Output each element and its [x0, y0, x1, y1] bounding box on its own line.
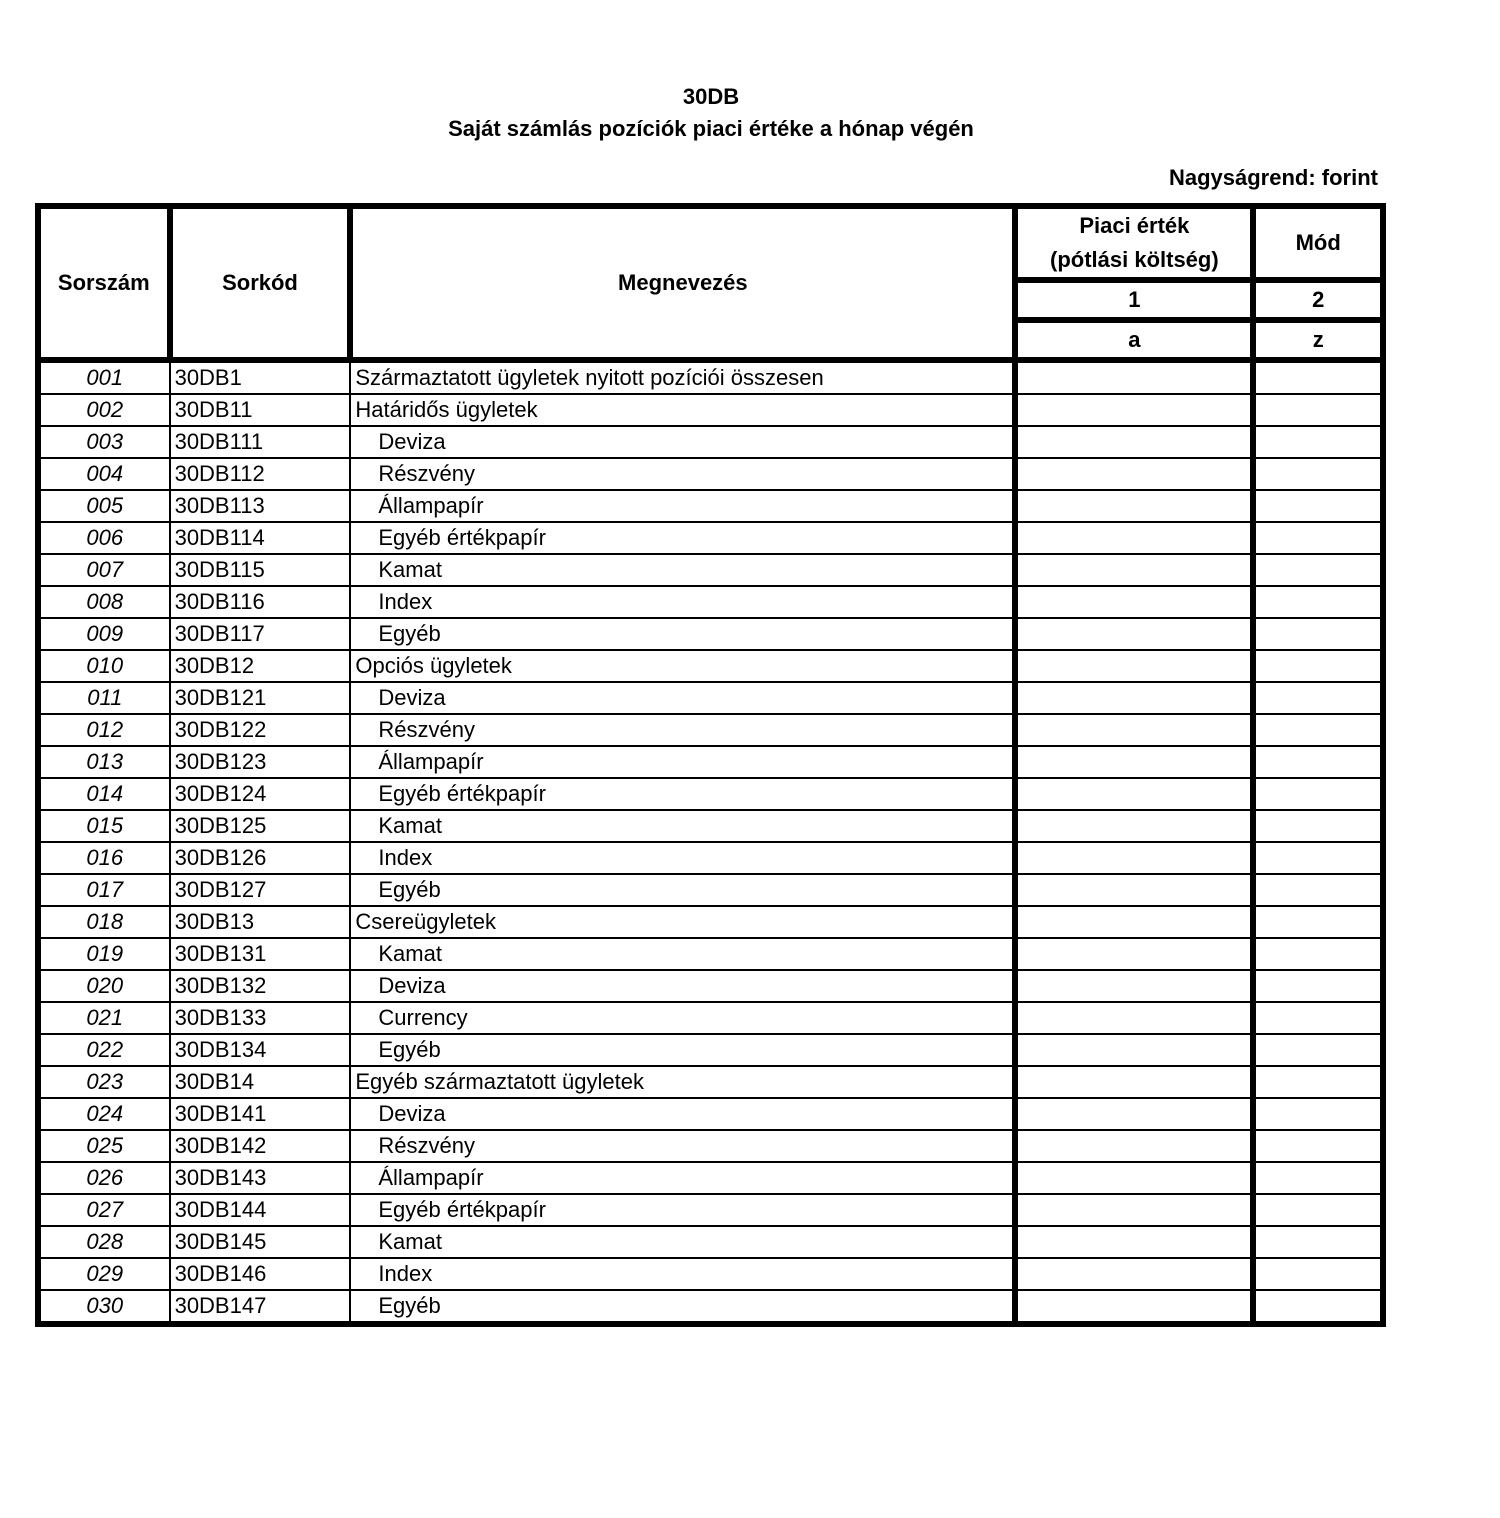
- row-number: 008: [38, 586, 170, 618]
- row-name: Csereügyletek: [350, 906, 1015, 938]
- row-code: 30DB121: [170, 682, 351, 714]
- row-mode-cell[interactable]: [1253, 938, 1383, 970]
- row-name: Index: [350, 842, 1015, 874]
- row-value-cell[interactable]: [1015, 650, 1253, 682]
- row-value-cell[interactable]: [1015, 1258, 1253, 1290]
- table-row: [38, 1130, 1383, 1162]
- row-mode-cell[interactable]: [1253, 394, 1383, 426]
- row-value-cell[interactable]: [1015, 938, 1253, 970]
- row-value-cell[interactable]: [1015, 906, 1253, 938]
- row-name: Egyéb: [350, 1034, 1015, 1066]
- row-mode-cell[interactable]: [1253, 458, 1383, 490]
- row-code: 30DB141: [170, 1098, 351, 1130]
- row-number: 005: [38, 490, 170, 522]
- row-code: 30DB12: [170, 650, 351, 682]
- row-value-cell[interactable]: [1015, 874, 1253, 906]
- table-row: [38, 906, 1383, 938]
- table-row: [38, 1002, 1383, 1034]
- row-mode-cell[interactable]: [1253, 426, 1383, 458]
- row-mode-cell[interactable]: [1253, 1130, 1383, 1162]
- row-value-cell[interactable]: [1015, 970, 1253, 1002]
- row-name: Egyéb: [350, 874, 1015, 906]
- row-value-cell[interactable]: [1015, 746, 1253, 778]
- row-mode-cell[interactable]: [1253, 1002, 1383, 1034]
- row-number: 006: [38, 522, 170, 554]
- row-number: 025: [38, 1130, 170, 1162]
- row-mode-cell[interactable]: [1253, 360, 1383, 394]
- row-mode-cell[interactable]: [1253, 682, 1383, 714]
- row-name: Egyéb származtatott ügyletek: [350, 1066, 1015, 1098]
- row-code: 30DB147: [170, 1290, 351, 1324]
- row-code: 30DB131: [170, 938, 351, 970]
- row-number: 019: [38, 938, 170, 970]
- row-code: 30DB13: [170, 906, 351, 938]
- table-row: [38, 874, 1383, 906]
- row-number: 011: [38, 682, 170, 714]
- document-title: Saját számlás pozíciók piaci értéke a hónap végén: [448, 116, 974, 141]
- row-value-cell[interactable]: [1015, 1162, 1253, 1194]
- row-name: Index: [350, 1258, 1015, 1290]
- table-row: [38, 810, 1383, 842]
- row-name: Származtatott ügyletek nyitott pozíciói összesen: [350, 360, 1015, 394]
- row-mode-cell[interactable]: [1253, 1194, 1383, 1226]
- row-mode-cell[interactable]: [1253, 714, 1383, 746]
- row-code: 30DB14: [170, 1066, 351, 1098]
- header-megnevezes: Megnevezés: [350, 206, 1015, 360]
- table-row: [38, 650, 1383, 682]
- row-value-cell[interactable]: [1015, 1098, 1253, 1130]
- table-row: [38, 394, 1383, 426]
- row-number: 010: [38, 650, 170, 682]
- unit-label: Nagyságrend: forint: [1168, 165, 1378, 190]
- row-code: 30DB142: [170, 1130, 351, 1162]
- header-piaci-ertek: [1015, 206, 1253, 280]
- table-row: [38, 842, 1383, 874]
- row-code: 30DB133: [170, 1002, 351, 1034]
- row-number: 004: [38, 458, 170, 490]
- row-number: 024: [38, 1098, 170, 1130]
- row-mode-cell[interactable]: [1253, 842, 1383, 874]
- row-number: 020: [38, 970, 170, 1002]
- row-number: 007: [38, 554, 170, 586]
- table-row: [38, 1226, 1383, 1258]
- row-value-cell[interactable]: [1015, 714, 1253, 746]
- table-row: [38, 682, 1383, 714]
- row-code: 30DB112: [170, 458, 351, 490]
- row-number: 030: [38, 1290, 170, 1324]
- row-value-cell[interactable]: [1015, 458, 1253, 490]
- header-col1-type: a: [1015, 320, 1253, 360]
- row-name: Kamat: [350, 1226, 1015, 1258]
- table-row: [38, 618, 1383, 650]
- row-name: Kamat: [350, 938, 1015, 970]
- row-number: 017: [38, 874, 170, 906]
- table-row: [38, 1258, 1383, 1290]
- row-code: 30DB117: [170, 618, 351, 650]
- row-number: 022: [38, 1034, 170, 1066]
- row-name: Egyéb: [350, 618, 1015, 650]
- table-row: [38, 586, 1383, 618]
- row-number: 009: [38, 618, 170, 650]
- row-value-cell[interactable]: [1015, 842, 1253, 874]
- table-row: [38, 554, 1383, 586]
- row-value-cell[interactable]: [1015, 1066, 1253, 1098]
- row-name: Állampapír: [350, 746, 1015, 778]
- row-mode-cell[interactable]: [1253, 618, 1383, 650]
- row-value-cell[interactable]: [1015, 1290, 1253, 1324]
- row-name: Egyéb: [350, 1290, 1015, 1324]
- row-name: Kamat: [350, 810, 1015, 842]
- row-name: Állampapír: [350, 490, 1015, 522]
- row-name: Egyéb értékpapír: [350, 522, 1015, 554]
- row-number: 013: [38, 746, 170, 778]
- row-name: Opciós ügyletek: [350, 650, 1015, 682]
- table-row: [38, 490, 1383, 522]
- row-code: 30DB115: [170, 554, 351, 586]
- table-row: [38, 1066, 1383, 1098]
- row-value-cell[interactable]: [1015, 426, 1253, 458]
- row-name: Deviza: [350, 1098, 1015, 1130]
- header-col1-number: 1: [1015, 280, 1253, 320]
- row-mode-cell[interactable]: [1253, 490, 1383, 522]
- row-mode-cell[interactable]: [1253, 586, 1383, 618]
- row-mode-cell[interactable]: [1253, 554, 1383, 586]
- table-row: [38, 970, 1383, 1002]
- row-mode-cell[interactable]: [1253, 650, 1383, 682]
- row-name: Részvény: [350, 458, 1015, 490]
- row-code: 30DB126: [170, 842, 351, 874]
- row-mode-cell[interactable]: [1253, 874, 1383, 906]
- row-code: 30DB125: [170, 810, 351, 842]
- row-value-cell[interactable]: [1015, 810, 1253, 842]
- row-mode-cell[interactable]: [1253, 810, 1383, 842]
- row-code: 30DB11: [170, 394, 351, 426]
- row-mode-cell[interactable]: [1253, 1226, 1383, 1258]
- row-number: 021: [38, 1002, 170, 1034]
- row-value-cell[interactable]: [1015, 1226, 1253, 1258]
- row-number: 015: [38, 810, 170, 842]
- header-sorszam: Sorszám: [38, 206, 170, 360]
- row-value-cell[interactable]: [1015, 1034, 1253, 1066]
- row-name: Deviza: [350, 682, 1015, 714]
- header-col2-type: z: [1253, 320, 1383, 360]
- table-body: [38, 360, 1383, 1324]
- row-value-cell[interactable]: [1015, 490, 1253, 522]
- row-code: 30DB122: [170, 714, 351, 746]
- row-mode-cell[interactable]: [1253, 522, 1383, 554]
- row-value-cell[interactable]: [1015, 1194, 1253, 1226]
- row-mode-cell[interactable]: [1253, 1066, 1383, 1098]
- row-mode-cell[interactable]: [1253, 1258, 1383, 1290]
- table-row: [38, 522, 1383, 554]
- row-number: 018: [38, 906, 170, 938]
- row-code: 30DB124: [170, 778, 351, 810]
- row-code: 30DB113: [170, 490, 351, 522]
- row-code: 30DB111: [170, 426, 351, 458]
- row-mode-cell[interactable]: [1253, 1162, 1383, 1194]
- table-row: [38, 938, 1383, 970]
- table-row: [38, 1034, 1383, 1066]
- row-code: 30DB134: [170, 1034, 351, 1066]
- row-number: 028: [38, 1226, 170, 1258]
- row-mode-cell[interactable]: [1253, 1098, 1383, 1130]
- row-code: 30DB123: [170, 746, 351, 778]
- row-code: 30DB146: [170, 1258, 351, 1290]
- row-number: 023: [38, 1066, 170, 1098]
- row-number: 016: [38, 842, 170, 874]
- table-row: [38, 746, 1383, 778]
- row-name: Index: [350, 586, 1015, 618]
- row-code: 30DB145: [170, 1226, 351, 1258]
- document-code: 30DB: [682, 84, 740, 109]
- row-mode-cell[interactable]: [1253, 1290, 1383, 1324]
- table-row: [38, 1162, 1383, 1194]
- table-row: [38, 714, 1383, 746]
- table-row: [38, 458, 1383, 490]
- row-value-cell[interactable]: [1015, 682, 1253, 714]
- row-value-cell[interactable]: [1015, 522, 1253, 554]
- report-table: [35, 203, 1386, 1327]
- row-value-cell[interactable]: [1015, 1130, 1253, 1162]
- row-name: Részvény: [350, 1130, 1015, 1162]
- row-value-cell[interactable]: [1015, 360, 1253, 394]
- header-mod: Mód: [1253, 206, 1383, 280]
- table-row: [38, 426, 1383, 458]
- row-number: 003: [38, 426, 170, 458]
- table-row: [38, 1098, 1383, 1130]
- row-value-cell[interactable]: [1015, 554, 1253, 586]
- table-row: [38, 1194, 1383, 1226]
- row-mode-cell[interactable]: [1253, 970, 1383, 1002]
- row-code: 30DB127: [170, 874, 351, 906]
- row-code: 30DB114: [170, 522, 351, 554]
- row-code: 30DB132: [170, 970, 351, 1002]
- row-number: 026: [38, 1162, 170, 1194]
- row-mode-cell[interactable]: [1253, 906, 1383, 938]
- header-sorkod: Sorkód: [170, 206, 351, 360]
- header-piaci-ertek-line1: Piaci érték: [1079, 213, 1190, 238]
- table-row: [38, 1290, 1383, 1324]
- row-number: 027: [38, 1194, 170, 1226]
- row-name: Egyéb értékpapír: [350, 1194, 1015, 1226]
- row-number: 014: [38, 778, 170, 810]
- row-mode-cell[interactable]: [1253, 778, 1383, 810]
- table-row: [38, 360, 1383, 394]
- row-name: Deviza: [350, 970, 1015, 1002]
- row-code: 30DB143: [170, 1162, 351, 1194]
- row-mode-cell[interactable]: [1253, 746, 1383, 778]
- header-col2-number: 2: [1253, 280, 1383, 320]
- row-name: Egyéb értékpapír: [350, 778, 1015, 810]
- row-number: 001: [38, 360, 170, 394]
- row-value-cell[interactable]: [1015, 586, 1253, 618]
- row-code: 30DB144: [170, 1194, 351, 1226]
- row-name: Kamat: [350, 554, 1015, 586]
- row-value-cell[interactable]: [1015, 394, 1253, 426]
- row-value-cell[interactable]: [1015, 1002, 1253, 1034]
- row-value-cell[interactable]: [1015, 778, 1253, 810]
- row-name: Határidős ügyletek: [350, 394, 1015, 426]
- row-number: 029: [38, 1258, 170, 1290]
- header-piaci-ertek-line2: (pótlási költség): [1050, 247, 1219, 272]
- row-value-cell[interactable]: [1015, 618, 1253, 650]
- row-code: 30DB116: [170, 586, 351, 618]
- row-number: 012: [38, 714, 170, 746]
- row-mode-cell[interactable]: [1253, 1034, 1383, 1066]
- row-name: Deviza: [350, 426, 1015, 458]
- table-row: [38, 778, 1383, 810]
- row-name: Currency: [350, 1002, 1015, 1034]
- row-name: Részvény: [350, 714, 1015, 746]
- row-name: Állampapír: [350, 1162, 1015, 1194]
- row-number: 002: [38, 394, 170, 426]
- row-code: 30DB1: [170, 360, 351, 394]
